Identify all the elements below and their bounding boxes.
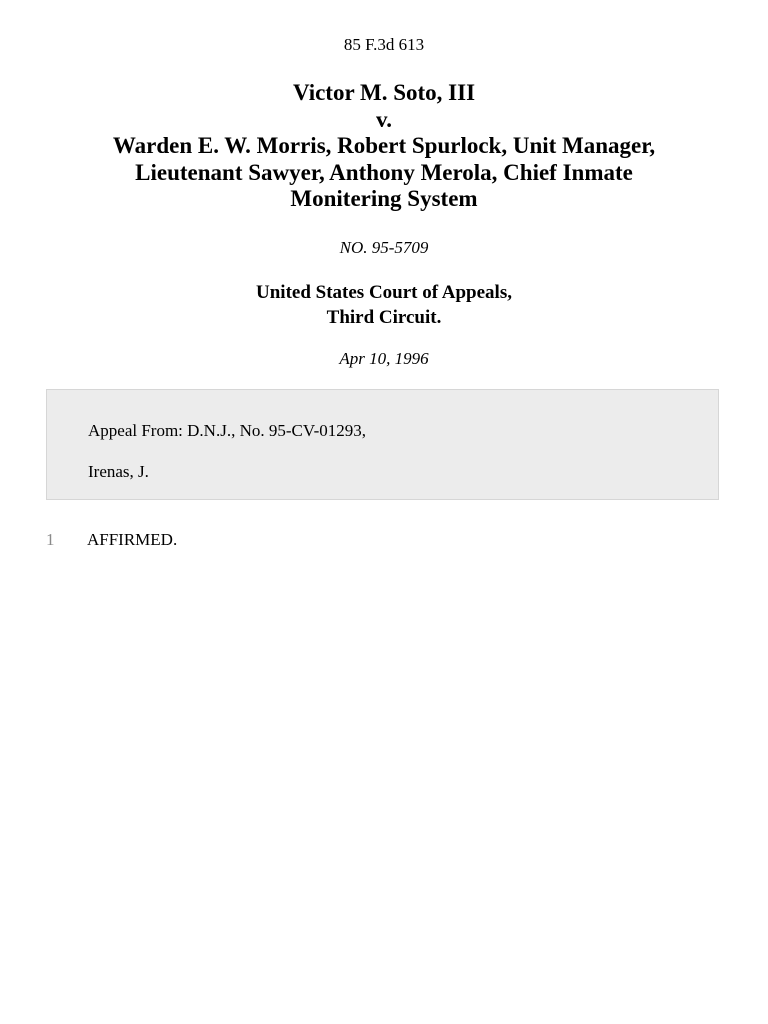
paragraph [0,530,768,552]
case-citation: 85 F.3d 613 [343,35,425,54]
caption-line-versus: v. [376,106,392,132]
paragraph-text: AFFIRMED. [87,530,178,549]
court-name [0,281,768,330]
docket-number: NO. 95-5709 [339,238,429,257]
paragraph-number: 1 [46,530,55,549]
court-name-line-1: United States Court of Appeals, [256,282,512,303]
caption-line-appellees-1: Warden E. W. Morris, Robert Spurlock, Unit Manager, [112,133,656,158]
appeal-info-box [46,389,719,500]
decision-date: Apr 10, 1996 [339,349,429,368]
caption-line-appellees-2: Lieutenant Sawyer, Anthony Merola, Chief Inmate [135,159,633,185]
caption-line-appellees-3: Monitering System [290,186,478,211]
appeal-from-text: Appeal From: D.N.J., No. 95-CV-01293, [88,421,366,440]
caption-line-appellant: Victor M. Soto, III [292,80,476,105]
case-caption [40,80,728,213]
court-name-line-2: Third Circuit. [326,306,442,328]
judge-text: Irenas, J. [88,462,149,481]
